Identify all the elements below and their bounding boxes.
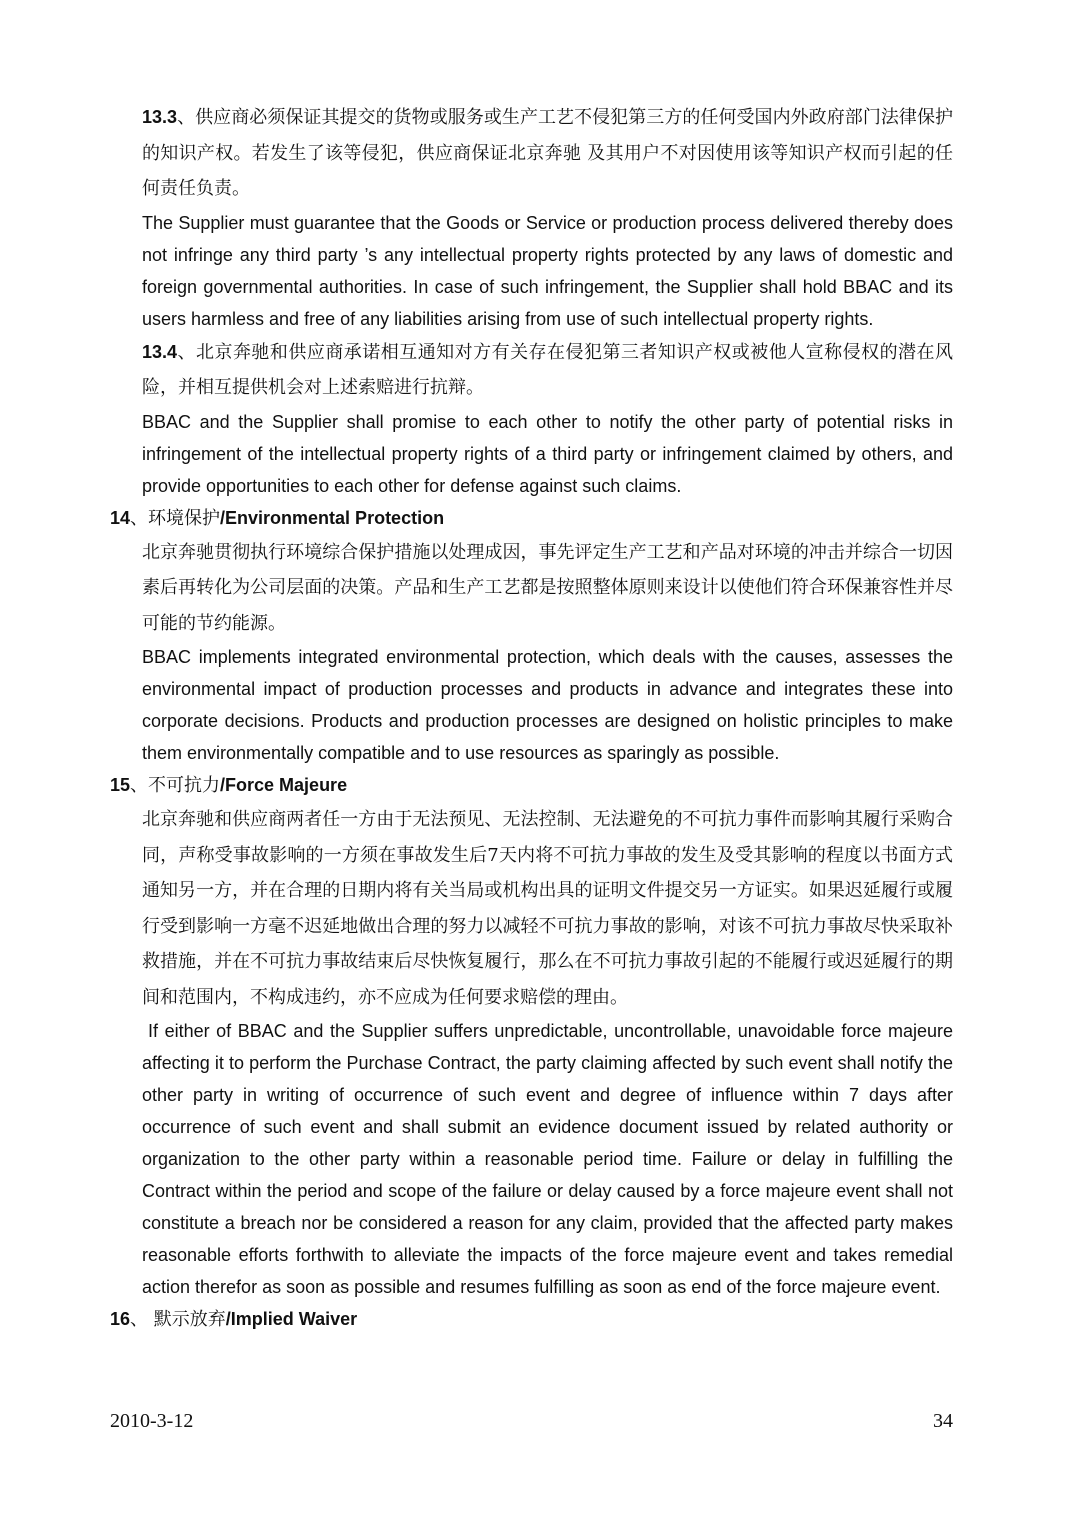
section-title-en: /Environmental Protection <box>220 507 445 528</box>
section-number: 16 <box>110 1309 131 1329</box>
section-14-en: BBAC implements integrated environmental protection, which deals with the causes, assesses the environmental impact of production processes and products in advance and integrates these into corporate decisions. Products and production processes are designed on holistic principles to make them environmentally compatible and to use resources as sparingly as possible. <box>142 647 953 763</box>
section-number: 14 <box>110 507 131 528</box>
section-14-heading <box>110 502 953 535</box>
section-13-3-zh <box>142 100 953 207</box>
section-15-heading <box>110 769 953 802</box>
section-number: 13.4 <box>142 341 178 362</box>
section-13-4-zh <box>142 335 953 406</box>
section-text-zh: 、供应商必须保证其提交的货物或服务或生产工艺不侵犯第三方的任何受国内外政府部门法律保护的知识产权。若发生了该等侵犯，供应商保证北京奔驰 及其用户不对因使用该等知识产权而引起的任何责任负责。 <box>142 107 953 199</box>
section-text-zh: 、北京奔驰和供应商承诺相互通知对方有关存在侵犯第三者知识产权或被他人宣称侵权的潜在风险，并相互提供机会对上述索赔进行抗辩。 <box>142 341 953 398</box>
section-title-en: /Implied Waiver <box>225 1309 358 1329</box>
section-title-zh: 、环境保护 <box>130 507 221 529</box>
section-14-zh: 北京奔驰贯彻执行环境综合保护措施以处理成因，事先评定生产工艺和产品对环境的冲击并综合一切因素后再转化为公司层面的决策。产品和生产工艺都是按照整体原则来设计以使他们符合环保兼容性并尽可能的节约能源。 <box>142 541 953 634</box>
section-number: 15 <box>110 775 131 795</box>
footer-date: 2010-3-12 <box>110 1410 194 1432</box>
section-number: 13.3 <box>142 107 178 127</box>
section-13-4-en: BBAC and the Supplier shall promise to each other to notify the other party of potential risks in infringement of the intellectual property rights of a third party or infringement claimed by others, and provide opportunities to each other for defense against such claims. <box>142 411 953 496</box>
section-13-3-en: The Supplier must guarantee that the Goods or Service or production process delivered thereby does not infringe any third party ’s any intellectual property rights protected by any laws of domestic and foreign governmental authorities. In case of such infringement, the Supplier shall hold BBAC and its users harmless and free of any liabilities arising from use of such intellectual property rights. <box>142 212 953 329</box>
section-title-zh: 、不可抗力 <box>130 775 221 796</box>
section-15-en: If either of BBAC and the Supplier suffers unpredictable, uncontrollable, unavoidable force majeure affecting it to perform the Purchase Contract, the party claiming affected by such event shall notify the other party in writing of occurrence of such event and degree of influence within 7 days after occurrence of such event and shall submit an evidence document issued by related authority or organization to the other party within a reasonable period time. Failure or delay in fulfilling the Contract within the period and scope of the failure or delay caused by a force majeure event shall not constitute a breach nor be considered a reason for any claim, provided that the affected party makes reasonable efforts forthwith to alleviate the impacts of the force majeure event and takes remedial action therefor as soon as possible and resumes fulfilling as soon as end of the force majeure event. <box>142 1021 953 1297</box>
page-footer <box>110 1410 953 1433</box>
section-15-zh: 北京奔驰和供应商两者任一方由于无法预见、无法控制、无法避免的不可抗力事件而影响其履行采购合同，声称受事故影响的一方须在事故发生后7天内将不可抗力事故的发生及受其影响的程度以书面方式通知另一方，并在合理的日期内将有关当局或机构出具的证明文件提交另一方证实。如果迟延履行或履行受到影响一方毫不迟延地做出合理的努力以减轻不可抗力事故的影响，对该不可抗力事故尽快采取补救措施，并在不可抗力事故结束后尽快恢复履行，那么在不可抗力事故引起的不能履行或迟延履行的期间和范围内，不构成违约，亦不应成为任何要求赔偿的理由。 <box>142 809 953 1008</box>
section-16-heading <box>110 1303 953 1336</box>
section-title-zh: 、 默示放弃 <box>130 1309 226 1330</box>
section-title-en: /Force Majeure <box>220 775 348 795</box>
page-content <box>110 100 953 1336</box>
page-number: 34 <box>933 1410 953 1432</box>
